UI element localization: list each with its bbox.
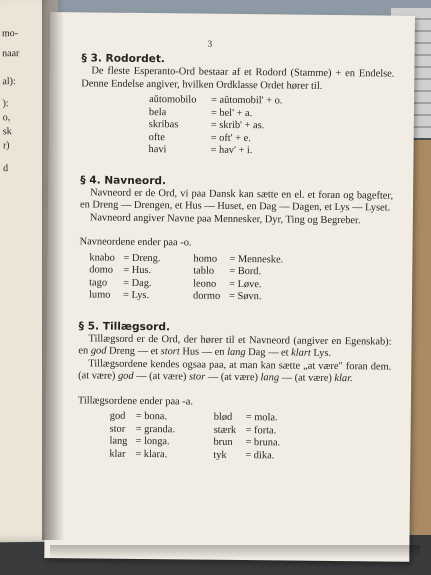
section-5-list-title: Tillægsordene ender paa -a. <box>77 394 194 408</box>
noun-vocabulary <box>89 252 393 305</box>
example-row: havi = hav' + i. <box>148 144 253 157</box>
vocab-row: homo = Menneske. <box>193 253 284 265</box>
page-shadow <box>50 545 420 559</box>
section-4-list-title: Navneordene ender paa -o. <box>79 236 192 249</box>
vocab-row: tago = Dag. <box>89 276 152 289</box>
left-fragment: mo- <box>1 28 19 40</box>
adjective-vocabulary <box>109 411 391 464</box>
example-row: skribas = skrib' + as. <box>148 119 265 132</box>
vocab-row: lang = longa. <box>109 435 170 448</box>
left-fragment: r) <box>2 140 10 152</box>
vocab-row: blød = mola. <box>213 411 278 424</box>
page-number: 3 <box>207 38 213 49</box>
vocab-row: dormo = Søvn. <box>192 290 262 303</box>
book-page <box>44 12 415 562</box>
section-3-title: § 3. Rodordet. <box>81 52 166 66</box>
section-5 <box>77 320 391 464</box>
vocab-row: god = bona. <box>109 410 168 423</box>
example-row: aŭtomobilo = aŭtomobil' + o. <box>149 94 283 107</box>
left-fragment: ): <box>2 98 9 110</box>
vocab-row: klar = klara. <box>109 448 168 460</box>
section-5-title: § 5. Tillægsord. <box>78 319 171 333</box>
example-row: ofte = oft' + e. <box>148 131 251 144</box>
section-4-paragraph: Navneord angiver Navne paa Mennesker, Dyr, Ting og Begreber. <box>89 211 361 226</box>
root-examples <box>148 94 394 159</box>
vocab-row: brun = bruna. <box>213 436 281 449</box>
vocab-row: tablo = Bord. <box>193 265 262 278</box>
left-fragment: naar <box>2 48 20 60</box>
book-gutter <box>42 0 64 540</box>
vocab-row: tyk = dika. <box>213 449 275 461</box>
example-row: bela = bel' + a. <box>148 106 253 119</box>
left-fragment: sk <box>2 126 12 138</box>
vocab-row: lumo = Lys. <box>88 289 150 302</box>
left-fragment: al): <box>2 76 16 88</box>
section-5-paragraph: Tillægsord er de Ord, der hører til et Navneord (angiver en Egenskab): en god Dreng — et stort Hus — en lang Dag — et klart Lys. <box>78 332 392 359</box>
vocab-row: stærk = forta. <box>213 424 277 436</box>
section-3 <box>80 52 394 159</box>
section-3-paragraph: De fleste Esperanto-Ord bestaar af et Rodord (Stamme) + en Endelse. Denne Endelse angiver, hvilken Ordklasse Ordet hører til. <box>81 65 395 92</box>
vocab-row: leono = Løve. <box>193 278 262 290</box>
section-4 <box>79 174 393 305</box>
left-fragment: d <box>3 163 9 175</box>
vocab-row: domo = Hus. <box>89 264 152 277</box>
vocab-row: knabo = Dreng. <box>89 251 161 264</box>
vocab-row: stor = granda. <box>109 423 176 435</box>
section-4-paragraph: Navneord er de Ord, vi paa Dansk kan sætte en el. et foran og bagefter, en Dreng — Drengen, et Hus — Huset, en Dag — Dagen, et Lys — Lyset. <box>79 186 394 214</box>
section-5-paragraph: Tillægsordene kendes ogsaa paa, at man kan sætte „at være" foran dem. (at være) god — (at være) stor — (at være) lang — (at være) klar. <box>78 357 392 385</box>
left-fragment: o, <box>2 112 11 124</box>
section-4-title: § 4. Navneord. <box>80 173 167 187</box>
